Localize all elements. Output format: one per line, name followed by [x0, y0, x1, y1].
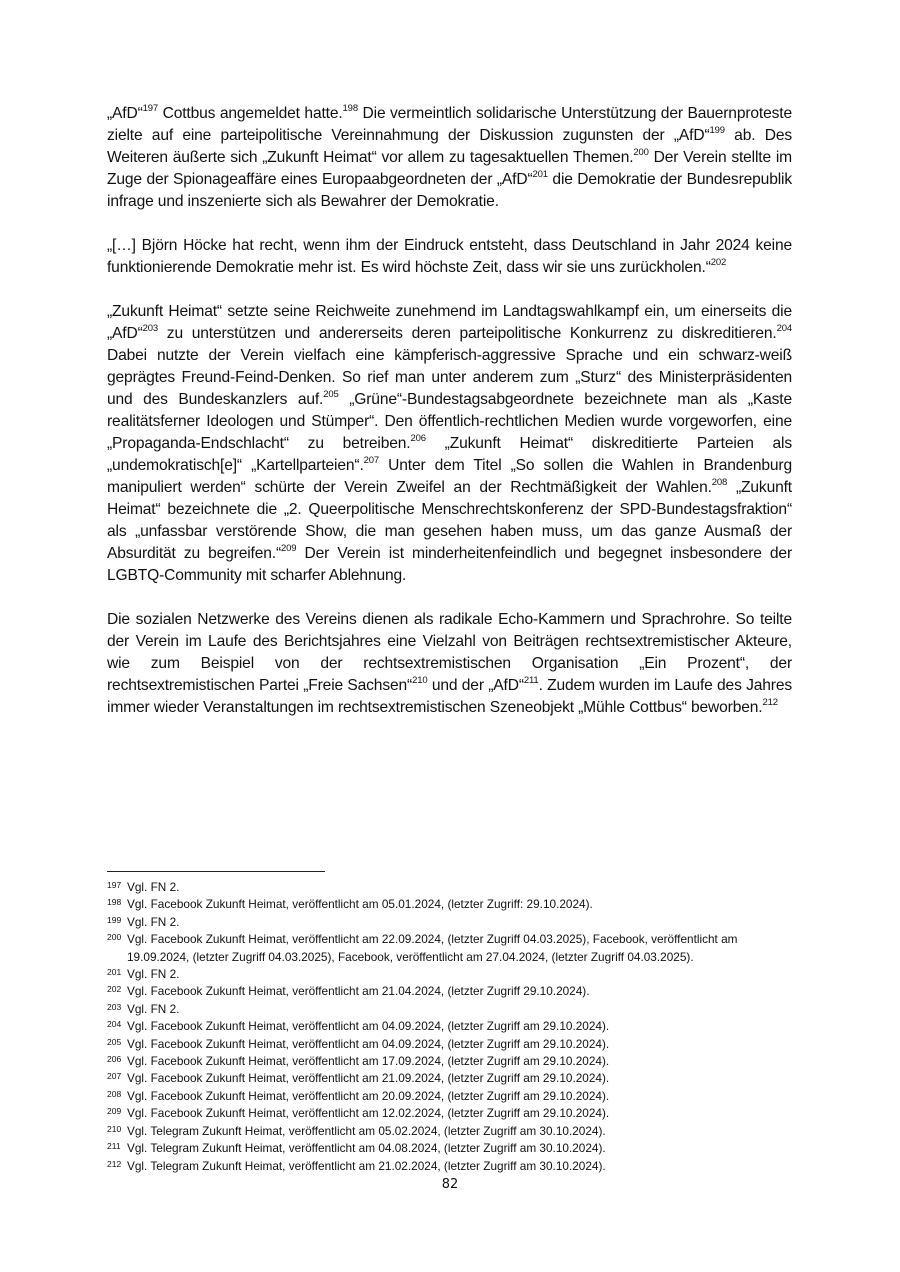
footnote [107, 1036, 797, 1053]
footnote [107, 879, 797, 896]
footnote-number: 202 [107, 984, 122, 995]
text-run: „Grüne“-Bundestagsabgeordnete bezeichnete man als „Kaste realitätsferner Ideologen und Stümper“. Den öffentlich-rechtlichen Medien wurde vorgeworfen, eine „Propaganda-Endschlacht“ zu betreiben. [107, 391, 793, 452]
footnote-number: 198 [107, 897, 122, 908]
paragraph-3 [107, 609, 792, 719]
footnote-text: Vgl. Facebook Zukunft Heimat, veröffentlicht am 05.01.2024, (letzter Zugriff: 29.10.2024). [127, 897, 593, 912]
footnote [107, 1158, 797, 1175]
footnote-ref-204: 204 [776, 322, 792, 334]
footnote-number: 205 [107, 1036, 122, 1047]
footnote-ref-199: 199 [709, 124, 725, 136]
footnote [107, 896, 797, 913]
footnote [107, 914, 797, 931]
footnote-text: Vgl. Facebook Zukunft Heimat, veröffentlicht am 22.09.2024, (letzter Zugriff 04.03.2025), Facebook, veröffentlicht am 19.09.2024, (letzter Zugriff 04.03.2025), Facebook, veröffentlicht am 27.04.2024, (letzter Zugriff 04.03.2025). [127, 932, 738, 964]
footnote-text: Vgl. Telegram Zukunft Heimat, veröffentlicht am 05.02.2024, (letzter Zugriff am 30.10.2024). [127, 1123, 606, 1138]
text-run: Unter dem Titel „So sollen die Wahlen in Brandenburg manipuliert werden“ schürte der Verein Zweifel an der Rechtmäßigkeit der Wahlen. [107, 457, 792, 496]
text-run: Der Verein stellte im Zuge der Spionageaffäre eines Europaabgeordneten der „AfD“ [107, 149, 793, 188]
text-run: Die vermeintlich solidarische Unterstützung der Bauernproteste zielte auf eine parteipolitische Vereinnahmung der Diskussion zugunsten der „AfD“ [107, 105, 792, 144]
text-run: ab. Des Weiteren äußerte sich „Zukunft Heimat“ vor allem zu tagesaktuellen Themen. [107, 127, 792, 166]
footnote [107, 931, 797, 966]
footnote-text: Vgl. Facebook Zukunft Heimat, veröffentlicht am 04.09.2024, (letzter Zugriff am 29.10.2024). [127, 1019, 610, 1034]
footnote [107, 1123, 797, 1140]
footnote-text: Vgl. Facebook Zukunft Heimat, veröffentlicht am 17.09.2024, (letzter Zugriff am 29.10.2024). [127, 1054, 610, 1069]
footnote [107, 1053, 797, 1070]
footnote-ref-205: 205 [323, 388, 339, 400]
footnotes [107, 879, 797, 1175]
quote-paragraph [107, 235, 792, 279]
footnote-text: Vgl. FN 2. [127, 1001, 180, 1016]
footnote-number: 204 [107, 1019, 122, 1030]
text-run: Die sozialen Netzwerke des Vereins dienen als radikale Echo-Kammern und Sprachrohre. So teilte der Verein im Laufe des Berichtsjahres eine Vielzahl von Beiträgen rechtsextremistischer Akteure, wie zum Beispiel von der rechtsextremistischen Organisation „Ein Prozent“, der rechtsextremistischen Partei „Freie Sachsen“ [107, 611, 792, 694]
footnote-text: Vgl. FN 2. [127, 914, 180, 929]
footnote-ref-206: 206 [410, 432, 426, 444]
footnote [107, 1105, 797, 1122]
footnote [107, 1018, 797, 1035]
footnote [107, 966, 797, 983]
text-run: . Zudem wurden im Laufe des Jahres immer wieder Veranstaltungen im rechtsextremistischen Szeneobjekt „Mühle Cottbus“ beworben. [107, 677, 792, 716]
footnote [107, 1070, 797, 1087]
text-run: zu unterstützen und andererseits deren parteipolitische Konkurrenz zu diskreditieren. [158, 325, 777, 342]
footnote-number: 197 [107, 880, 122, 890]
footnote-text: Vgl. Facebook Zukunft Heimat, veröffentlicht am 21.04.2024, (letzter Zugriff 29.10.2024). [127, 984, 590, 999]
footnote-ref-197: 197 [142, 102, 159, 114]
footnote-separator [107, 871, 325, 872]
footnote [107, 1001, 797, 1018]
footnote [107, 983, 797, 1000]
footnote-text: Vgl. Telegram Zukunft Heimat, veröffentlicht am 21.02.2024, (letzter Zugriff am 30.10.2024). [127, 1158, 606, 1173]
footnote-number: 211 [107, 1141, 121, 1152]
footnote-ref-211: 211 [523, 674, 539, 686]
text-run: „Zukunft Heimat“ bezeichnete die „2. Queerpolitische Menschrechtskonferenz der SPD-Bundestagsfraktion“ als „unfassbar verstörende Show, die man gesehen haben muss, um das ganze Ausmaß der Absurdität zu begreifen.“ [107, 479, 792, 562]
footnote [107, 1140, 797, 1157]
footnote-text: Vgl. Facebook Zukunft Heimat, veröffentlicht am 12.02.2024, (letzter Zugriff am 29.10.2024). [127, 1106, 610, 1121]
footnote-text: Vgl. Facebook Zukunft Heimat, veröffentlicht am 21.09.2024, (letzter Zugriff am 29.10.2024). [127, 1071, 610, 1086]
footnote-ref-198: 198 [342, 102, 358, 114]
footnote-number: 200 [107, 932, 122, 943]
text-run: „Zukunft Heimat“ setzte seine Reichweite zunehmend im Landtagswahlkampf ein, um einerseits die „AfD“ [107, 303, 792, 342]
footnote-ref-201: 201 [532, 168, 548, 180]
text-run: Cottbus angemeldet hatte. [158, 105, 343, 122]
footnote-number: 199 [107, 914, 122, 925]
footnote-ref-210: 210 [412, 674, 428, 686]
paragraph-2 [107, 301, 792, 587]
footnote-text: Vgl. Facebook Zukunft Heimat, veröffentlicht am 04.09.2024, (letzter Zugriff am 29.10.2024). [127, 1036, 610, 1051]
body-text [107, 103, 792, 741]
footnote-ref-208: 208 [711, 476, 728, 488]
footnote-number: 203 [107, 1001, 122, 1012]
footnote-number: 210 [107, 1123, 122, 1134]
paragraph-1 [107, 103, 792, 213]
text-run: Dabei nutzte der Verein vielfach eine kämpferisch-aggressive Sprache und ein schwarz-weiß geprägtes Freund-Feind-Denken. So rief man unter anderem zum „Sturz“ des Ministerpräsidenten und des Bundeskanzlers auf. [107, 347, 792, 408]
footnote-ref-203: 203 [142, 322, 159, 334]
quote-text: „[…] Björn Höcke hat recht, wenn ihm der Eindruck entsteht, dass Deutschland in Jahr 2024 keine funktionierende Demokratie mehr ist. Es wird höchste Zeit, dass wir sie uns zurückholen.“ [107, 237, 792, 276]
footnote-ref-209: 209 [281, 542, 297, 554]
text-run: und der „AfD“ [427, 677, 524, 694]
text-run: „AfD“ [107, 105, 143, 122]
text-run: „Zukunft Heimat“ diskreditierte Parteien als „undemokratisch[e]“ „Kartellparteien“. [107, 435, 792, 474]
footnote-ref-202: 202 [710, 256, 727, 268]
footnote-text: Vgl. Facebook Zukunft Heimat, veröffentlicht am 20.09.2024, (letzter Zugriff am 29.10.2024). [127, 1088, 610, 1103]
footnote-ref-212: 212 [762, 696, 778, 708]
text-run: die Demokratie der Bundesrepublik infrage und inszenierte sich als Bewahrer der Demokratie. [107, 171, 792, 210]
footnote-number: 207 [107, 1071, 122, 1082]
footnote-text: Vgl. Telegram Zukunft Heimat, veröffentlicht am 04.08.2024, (letzter Zugriff am 30.10.2024). [127, 1141, 606, 1156]
footnote-ref-200: 200 [633, 146, 649, 158]
footnote-text: Vgl. FN 2. [127, 967, 180, 982]
text-run: Der Verein ist minderheitenfeindlich und begegnet insbesondere der LGBTQ-Community mit scharfer Ablehnung. [107, 545, 792, 584]
footnote-number: 208 [107, 1088, 122, 1099]
footnote [107, 1088, 797, 1105]
footnote-number: 212 [107, 1158, 122, 1169]
footnote-number: 201 [107, 967, 122, 978]
page-number: 82 [441, 1177, 459, 1192]
footnote-number: 209 [107, 1106, 122, 1117]
footnote-ref-207: 207 [363, 454, 380, 466]
footnote-number: 206 [107, 1054, 122, 1065]
footnote-text: Vgl. FN 2. [127, 880, 180, 894]
